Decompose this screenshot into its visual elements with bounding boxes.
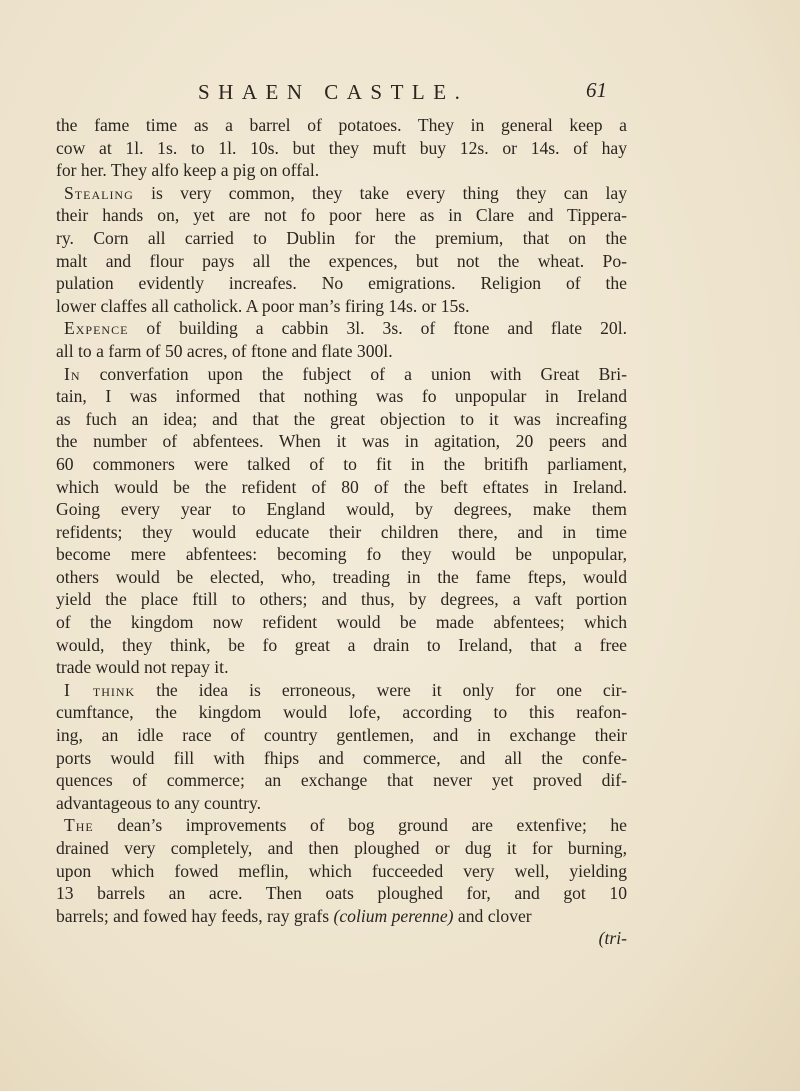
text-line xyxy=(56,656,627,679)
line-text: the fame time as a barrel of potatoes. They in general keep a xyxy=(56,115,627,135)
line-text: all to a farm of 50 acres, of ftone and flate 300l. xyxy=(56,340,393,361)
text-line xyxy=(56,701,627,724)
text-line xyxy=(56,476,627,499)
line-text: lower claffes all catholick. A poor man’s firing 14s. or 15s. xyxy=(56,295,470,316)
line-text: upon which fowed meflin, which fucceeded very well, yielding xyxy=(56,860,627,881)
line-text: for her. They alfo keep a pig on offal. xyxy=(56,160,320,181)
text-line xyxy=(56,295,627,318)
line-text: refidents; they would educate their children there, and in time xyxy=(56,521,627,542)
small-caps-lead: The xyxy=(64,815,94,836)
body-text xyxy=(56,114,627,950)
small-caps-lead: In xyxy=(64,363,81,384)
line-text: their hands on, yet are not fo poor here as in Clare and Tippera- xyxy=(56,205,627,226)
line-text: become mere abfentees: becoming fo they would be unpopular, xyxy=(56,544,627,565)
line-text: would, they think, be fo great a drain to Ireland, that a free xyxy=(56,634,627,655)
small-caps-lead: Expence xyxy=(64,318,129,339)
line-text: Going every year to England would, by degrees, make them xyxy=(56,499,627,520)
text-line xyxy=(56,227,627,250)
line-text: converfation upon the fubject of a union with Great Bri- xyxy=(80,363,627,384)
line-text: and clover xyxy=(453,905,532,926)
line-text: 60 commoners were talked of to fit in the britifh parliament, xyxy=(56,453,627,474)
text-line xyxy=(56,814,627,837)
line-text: the idea is erroneous, were it only for one cir- xyxy=(135,679,627,700)
line-text: ry. Corn all carried to Dublin for the premium, that on the xyxy=(56,227,627,248)
text-line xyxy=(56,566,627,589)
text-line xyxy=(56,250,627,273)
text-line xyxy=(56,159,627,182)
text-line xyxy=(56,634,627,657)
line-text: yield the place ftill to others; and thus, by degrees, a vaft portion xyxy=(56,589,627,610)
text-line xyxy=(56,792,627,815)
text-line xyxy=(56,747,627,770)
text-line xyxy=(56,927,627,950)
italic-text: (tri- xyxy=(598,928,627,949)
small-caps-lead: Stealing xyxy=(64,182,134,203)
line-text: tain, I was informed that nothing was fo unpopular in Ireland xyxy=(56,386,627,407)
line-text: of building a cabbin 3l. 3s. of ftone and flate 20l. xyxy=(128,318,627,339)
text-line xyxy=(56,679,627,702)
text-line xyxy=(56,905,627,928)
text-line xyxy=(56,430,627,453)
line-text: ing, an idle race of country gentlemen, and in exchange their xyxy=(56,725,627,746)
line-text: malt and flour pays all the expences, but not the wheat. Po- xyxy=(56,250,627,271)
text-line xyxy=(56,498,627,521)
text-line xyxy=(56,363,627,386)
text-line xyxy=(56,611,627,634)
line-text: as fuch an idea; and that the great objection to it was increafing xyxy=(56,408,627,429)
line-text: pulation evidently increafes. No emigrations. Religion of the xyxy=(56,273,627,294)
text-line xyxy=(56,837,627,860)
line-text: ports would fill with fhips and commerce, and all the confe- xyxy=(56,747,627,768)
line-text: which would be the refident of 80 of the beft eftates in Ireland. xyxy=(56,476,627,497)
text-line xyxy=(56,114,627,137)
running-header: SHAEN CASTLE. xyxy=(198,80,469,104)
text-line xyxy=(56,588,627,611)
italic-text: (colium perenne) xyxy=(333,905,454,926)
line-text: barrels; and fowed hay feeds, ray grafs xyxy=(56,905,334,926)
text-line xyxy=(56,137,627,160)
line-text: others would be elected, who, treading in the fame fteps, would xyxy=(56,566,627,587)
line-text: dean’s improvements of bog ground are extenfive; he xyxy=(93,815,627,836)
line-text: drained very completely, and then ploughed or dug it for burning, xyxy=(56,838,627,858)
text-line xyxy=(56,340,627,363)
line-text: trade would not repay it. xyxy=(56,657,229,678)
line-text: the number of abfentees. When it was in agitation, 20 peers and xyxy=(56,431,627,452)
text-line xyxy=(56,408,627,431)
line-text: cow at 1l. 1s. to 1l. 10s. but they muft buy 12s. or 14s. of hay xyxy=(56,137,627,158)
page-number: 61 xyxy=(586,78,607,102)
line-text: quences of commerce; an exchange that never yet proved dif- xyxy=(56,770,627,791)
small-caps-lead: I think xyxy=(64,679,136,700)
text-line xyxy=(56,521,627,544)
text-line xyxy=(56,204,627,227)
text-line xyxy=(56,543,627,566)
text-line xyxy=(56,182,627,205)
line-text: 13 barrels an acre. Then oats ploughed for, and got 10 xyxy=(56,883,627,904)
text-line xyxy=(56,882,627,905)
text-line xyxy=(56,769,627,792)
text-line xyxy=(56,272,627,295)
text-line xyxy=(56,724,627,747)
text-line xyxy=(56,453,627,476)
line-text: cumftance, the kingdom would lofe, according to this reafon- xyxy=(56,702,627,723)
text-line xyxy=(56,860,627,883)
line-text: advantageous to any country. xyxy=(56,792,262,813)
text-line xyxy=(56,317,627,340)
text-line xyxy=(56,385,627,408)
line-text: of the kingdom now refident would be made abfentees; which xyxy=(56,612,627,633)
line-text: is very common, they take every thing they can lay xyxy=(133,182,627,203)
